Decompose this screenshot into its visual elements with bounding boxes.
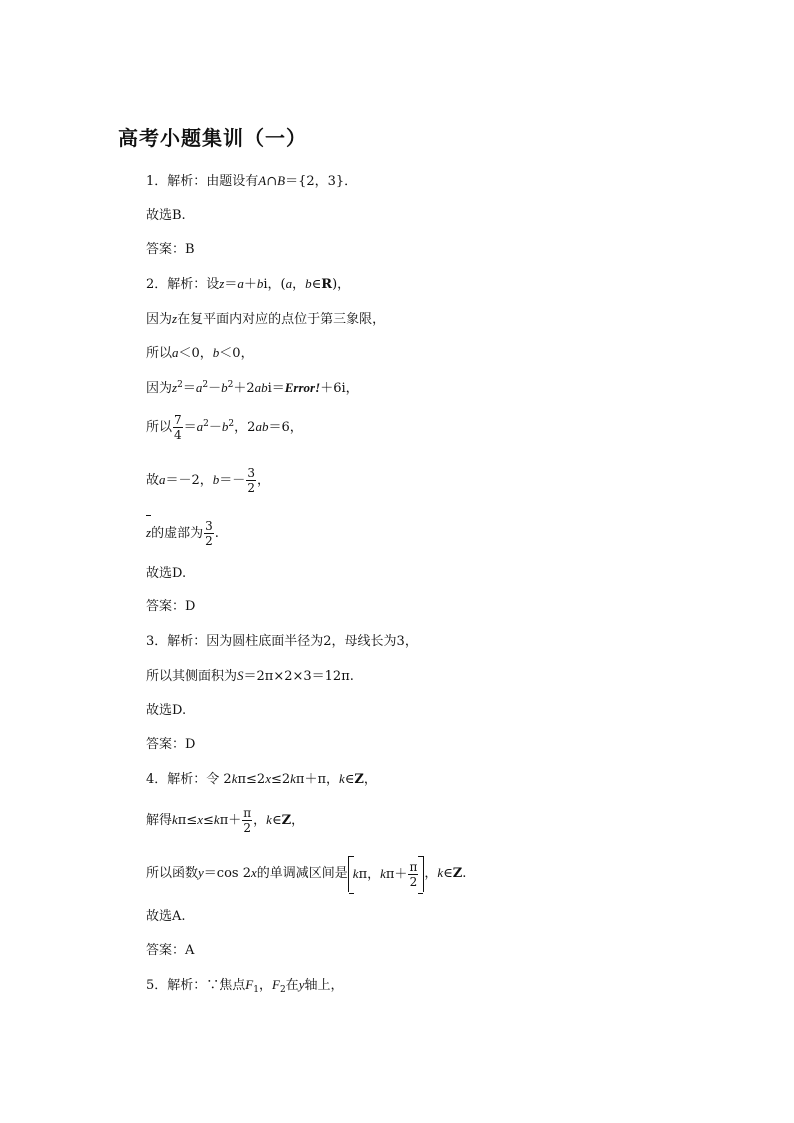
- text: 因为: [146, 312, 173, 327]
- var-S: S: [237, 668, 244, 683]
- text: i＝: [267, 381, 285, 396]
- q4-analysis-line: [146, 770, 377, 789]
- eq-sign: ＝: [224, 277, 238, 292]
- text: ＋6i，: [320, 381, 359, 396]
- text: －: [208, 381, 222, 396]
- var-x: x: [265, 771, 271, 786]
- set-R: R: [321, 277, 333, 292]
- var-k: k: [352, 865, 359, 881]
- var-b: b: [212, 345, 220, 360]
- plus-sign: ＋: [243, 277, 257, 292]
- denominator: 2: [409, 874, 418, 889]
- text: ＝－2，: [165, 473, 213, 488]
- text: ∈: [271, 813, 282, 828]
- q3-analysis-line: 3．解析：因为圆柱底面半径为2，母线长为3，: [146, 634, 418, 649]
- q2-line-3: [146, 344, 254, 363]
- numerator: 3: [247, 466, 255, 480]
- text: 所以: [146, 420, 173, 435]
- text: ＜0，: [178, 346, 213, 361]
- numerator: π: [409, 859, 418, 874]
- subscript: 1: [253, 985, 259, 995]
- var-a: a: [196, 419, 204, 434]
- text: ，2: [234, 420, 256, 435]
- var-k: k: [172, 812, 178, 827]
- exponent: 2: [177, 380, 183, 390]
- text: 在: [285, 978, 299, 993]
- text: ＋2: [233, 381, 255, 396]
- text: ＝: [183, 420, 197, 435]
- var-y: y: [198, 865, 204, 880]
- comma: ，: [292, 277, 306, 292]
- q1-answer-line: 答案：B: [146, 242, 195, 257]
- var-b: b: [256, 276, 264, 291]
- text: ＝2π×2×3＝12π.: [243, 669, 354, 684]
- fraction: [242, 806, 252, 835]
- var-z: z: [172, 380, 178, 395]
- in-symbol: ∈: [311, 277, 322, 292]
- fraction: [173, 413, 183, 442]
- var-b: b: [305, 276, 312, 291]
- var-b: b: [221, 419, 229, 434]
- text: ≤: [203, 813, 214, 828]
- text: ＜0，: [219, 346, 254, 361]
- var-k: k: [213, 812, 220, 827]
- conjugate-z: z: [146, 518, 151, 548]
- var-x: x: [250, 865, 257, 880]
- var-F: F: [271, 977, 280, 992]
- q3-line-2: [146, 667, 354, 686]
- fraction: [246, 466, 256, 495]
- exponent: 2: [227, 380, 234, 390]
- numerator: π: [243, 806, 252, 820]
- text: π，: [358, 866, 381, 882]
- text: ，: [424, 866, 438, 881]
- interval-bracket: [348, 856, 425, 892]
- denominator: 4: [174, 428, 182, 442]
- text: .: [462, 866, 467, 881]
- q1-result: ＝{2，3}．: [285, 174, 358, 189]
- fraction: [408, 860, 418, 889]
- var-B: B: [277, 173, 286, 188]
- close-paren: )，: [332, 277, 351, 292]
- text: 4．解析：令 2: [146, 772, 232, 787]
- text: ，: [291, 813, 305, 828]
- var-k: k: [339, 771, 345, 786]
- text: ，: [256, 473, 270, 488]
- denominator: 2: [247, 481, 255, 495]
- text: ≤2: [270, 772, 291, 787]
- var-a: a: [285, 276, 293, 291]
- denominator: 2: [205, 534, 213, 548]
- q1-head: 1．解析：由题设有: [146, 174, 259, 189]
- q4-line-3: [146, 855, 466, 892]
- var-k: k: [290, 771, 296, 786]
- var-k: k: [266, 812, 272, 827]
- text: 5．解析：∵焦点: [146, 978, 246, 993]
- q2-line-7: [146, 518, 219, 549]
- var-F: F: [245, 977, 254, 992]
- exponent: 2: [203, 419, 209, 429]
- var-k: k: [380, 865, 386, 881]
- text: ＝6，: [268, 420, 303, 435]
- imag-unit: i，(: [263, 277, 286, 292]
- text: .: [214, 526, 219, 541]
- text: ∈: [443, 866, 453, 881]
- q5-analysis-line: [146, 976, 343, 995]
- text: π＋: [385, 866, 408, 882]
- text: π≤: [177, 813, 198, 828]
- numerator: 3: [205, 519, 213, 533]
- text: ＝cos 2: [203, 866, 251, 881]
- var-b: b: [212, 472, 220, 487]
- text: 轴上，: [304, 978, 344, 993]
- text: 的单调减区间是: [256, 866, 348, 881]
- q1-analysis-line: [146, 172, 357, 191]
- text: 所以函数: [146, 866, 199, 881]
- q2-line-5: [146, 412, 303, 443]
- q2-choose-line: 故选D.: [146, 566, 187, 581]
- text: 所以: [146, 346, 173, 361]
- var-y: y: [298, 977, 305, 992]
- var-k: k: [437, 865, 444, 880]
- cap-symbol: ∩: [266, 174, 278, 189]
- text: 因为: [146, 381, 173, 396]
- q2-answer-line: 答案：D: [146, 599, 196, 614]
- text: ，: [258, 978, 272, 993]
- q1-choose-line: 故选B.: [146, 208, 186, 223]
- q4-line-2: [146, 805, 304, 836]
- var-b: b: [221, 380, 228, 395]
- text: 的虚部为: [151, 526, 204, 541]
- set-Z: Z: [354, 772, 364, 787]
- var-ab: ab: [255, 419, 269, 434]
- q4-answer-line: 答案：A: [146, 943, 195, 958]
- q2-line-4: [146, 379, 359, 398]
- page-title: 高考小题集训（一）: [118, 126, 307, 150]
- q4-choose-line: 故选A.: [146, 909, 186, 924]
- text: －: [208, 420, 222, 435]
- var-k: k: [231, 771, 238, 786]
- var-z: z: [172, 311, 178, 326]
- text: ＝: [182, 381, 196, 396]
- subscript: 2: [279, 985, 286, 995]
- numerator: 7: [174, 413, 182, 427]
- text: 解得: [146, 813, 173, 828]
- q3-choose-line: 故选D.: [146, 703, 187, 718]
- exponent: 2: [228, 419, 235, 429]
- denominator: 2: [243, 821, 252, 835]
- set-Z: Z: [281, 813, 292, 828]
- q3-answer-line: 答案：D: [146, 737, 196, 752]
- var-A: A: [258, 173, 267, 188]
- var-z: z: [219, 276, 225, 291]
- text: 在复平面内对应的点位于第三象限，: [177, 312, 386, 327]
- text: π＋: [219, 813, 242, 828]
- text: ∈: [344, 772, 355, 787]
- text: π≤2: [237, 772, 266, 787]
- q2-analysis-line: [146, 275, 350, 294]
- q2-line-2: [146, 310, 385, 329]
- var-a: a: [159, 472, 166, 487]
- text: ，: [363, 772, 377, 787]
- var-a: a: [195, 380, 203, 395]
- set-Z: Z: [452, 866, 463, 881]
- text: ＝－: [219, 473, 246, 488]
- text: ，: [253, 813, 267, 828]
- q2-head: 2．解析：设: [146, 277, 220, 292]
- var-a: a: [237, 276, 244, 291]
- var-x: x: [197, 812, 204, 827]
- text: 故: [146, 473, 160, 488]
- error-field: Error!: [284, 380, 321, 395]
- exponent: 2: [202, 380, 209, 390]
- q2-line-6: [146, 465, 270, 496]
- text: π＋π，: [295, 772, 340, 787]
- var-a: a: [172, 345, 179, 360]
- fraction: [204, 519, 214, 548]
- var-ab: ab: [254, 380, 268, 395]
- text: 所以其侧面积为: [146, 669, 238, 684]
